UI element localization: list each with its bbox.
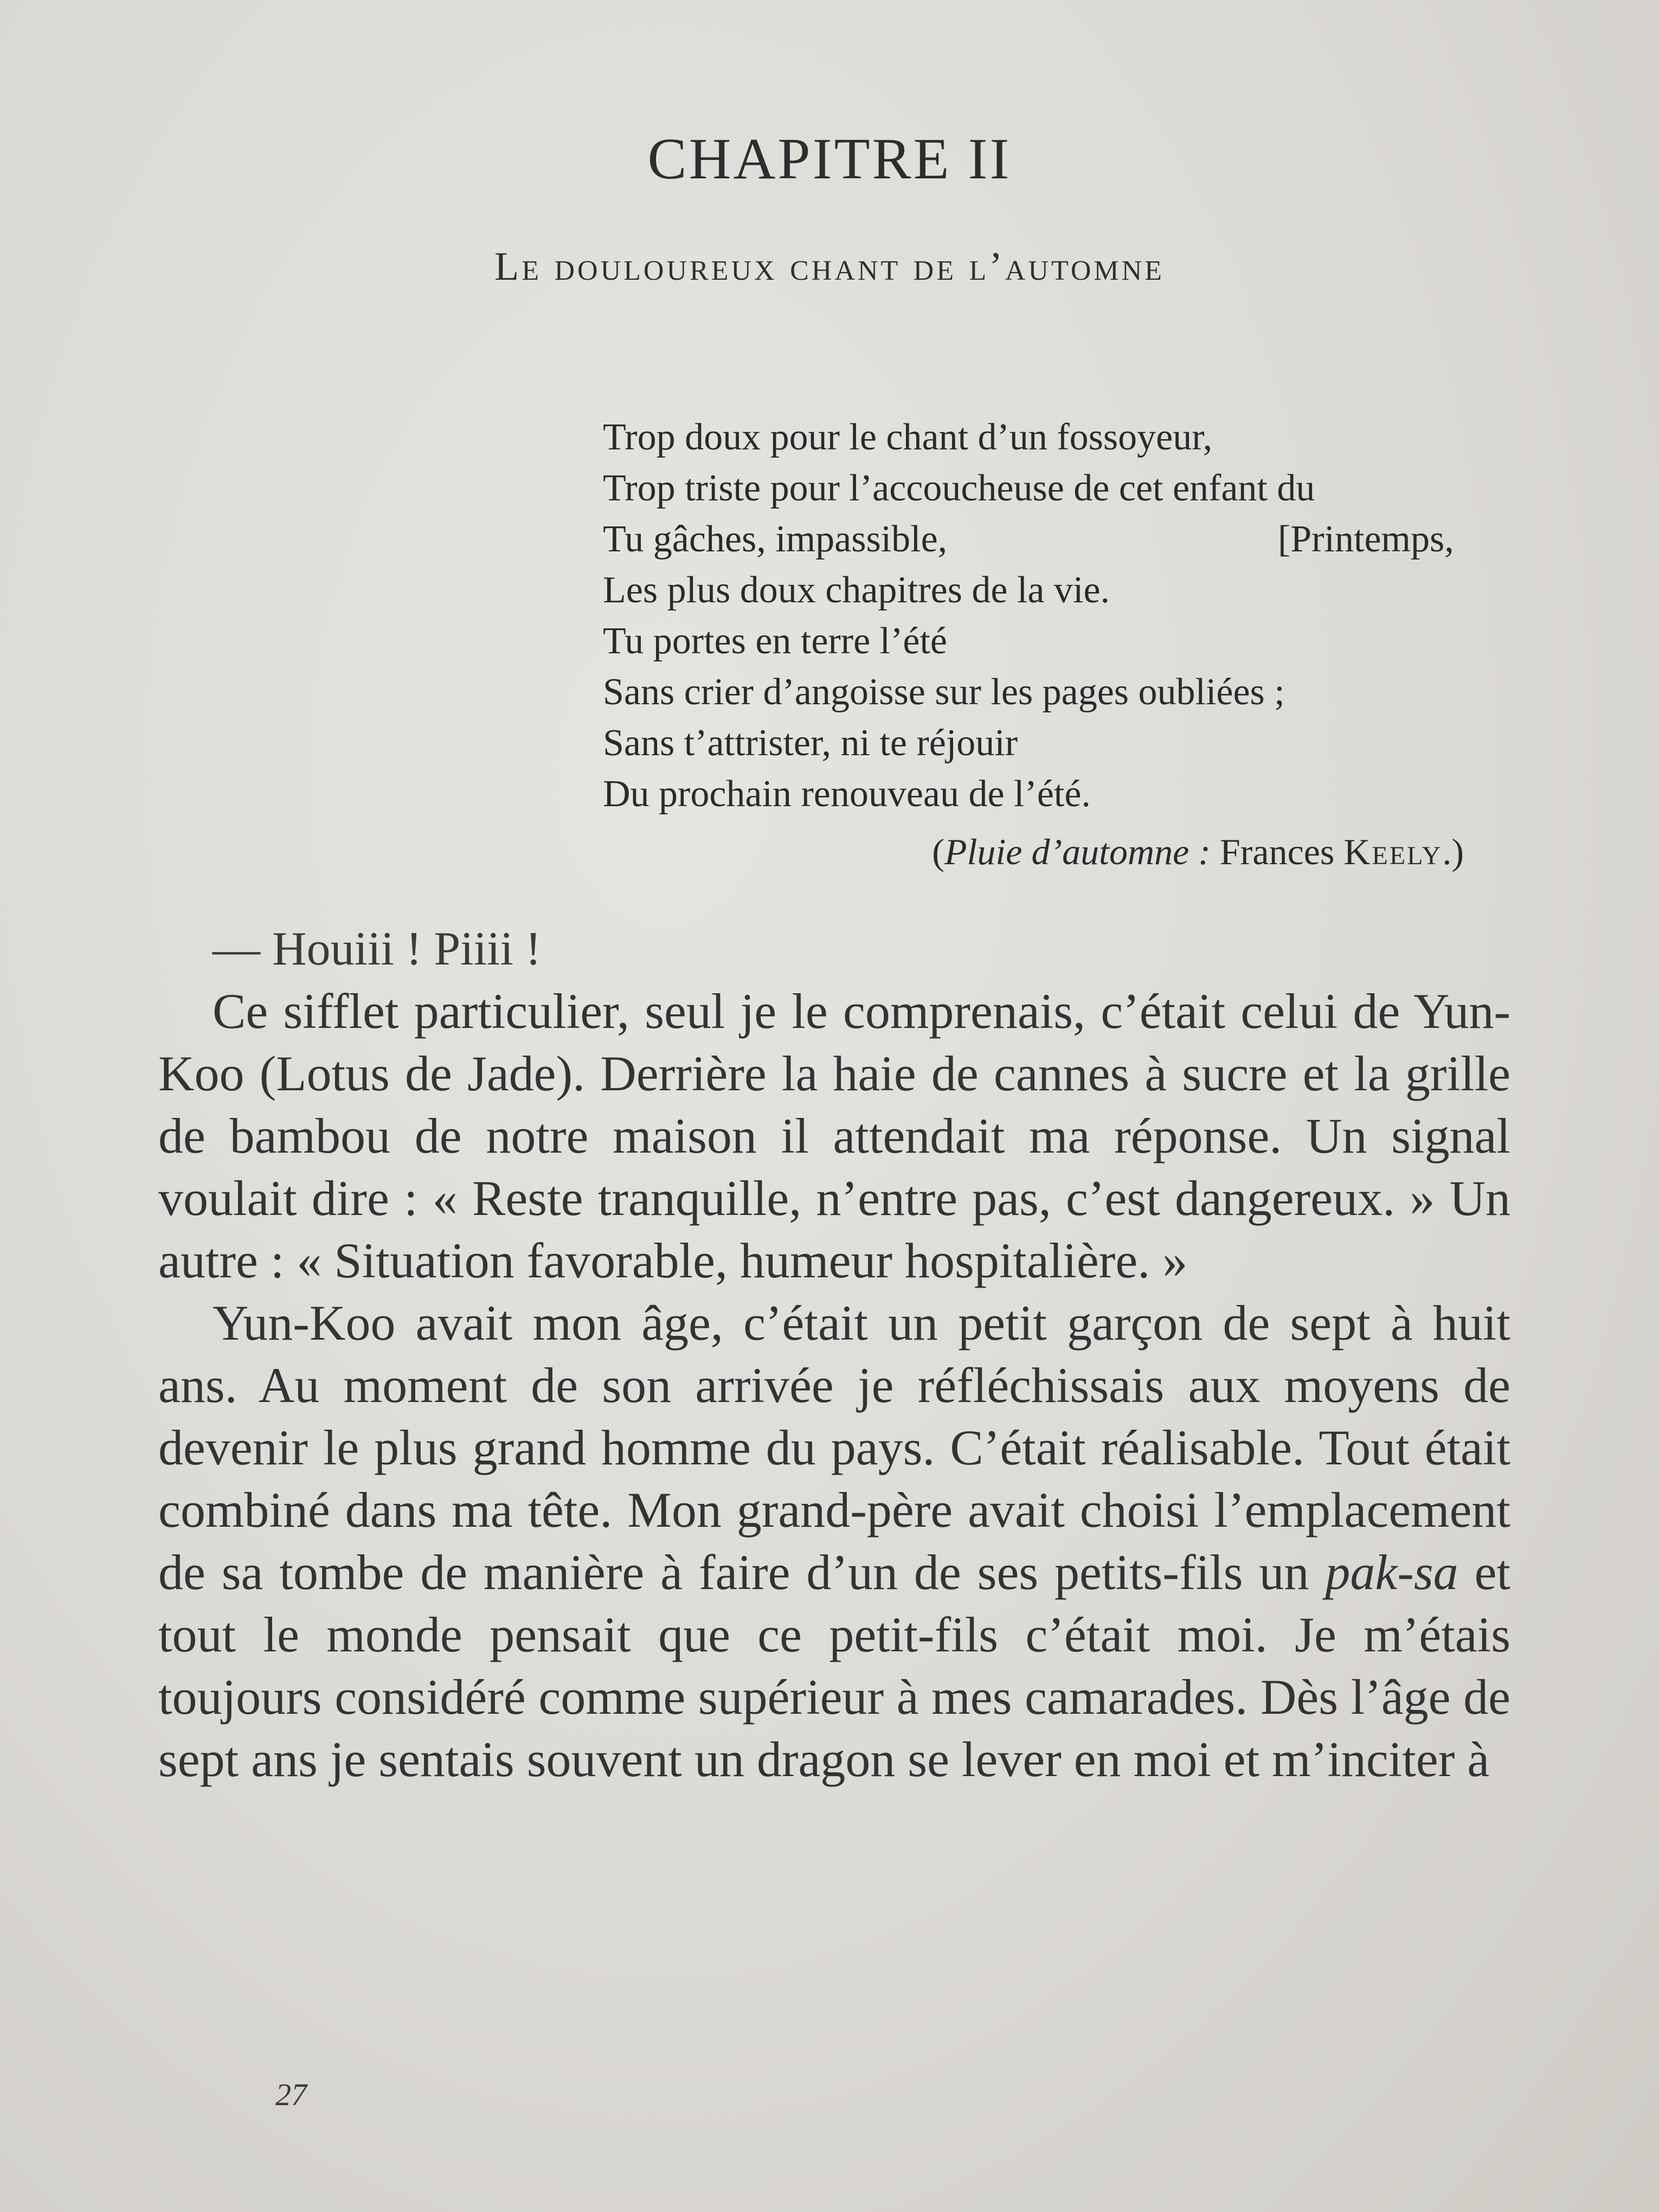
epigraph-line-text: Tu gâches, impassible, [603,518,948,560]
credit-work-title: Pluie d’automne : [944,831,1211,872]
credit-author-first: Frances [1219,831,1335,872]
credit-author-last: Keely [1343,831,1443,872]
epigraph-line: Les plus doux chapitres de la vie. [603,569,1110,611]
epigraph [603,412,1525,820]
paragraph: Ce sifflet particulier, seul je le comprenais, c’était celui de Yun-Koo (Lotus de Jade). Derrière la haie de cannes à sucre et la grille de bambou de notre maison il attendait ma réponse. Un signal voulait dire : « Reste tranquille, n’entre pas, c’est dangereux. » Un autre : « Situation favorable, humeur hospitalière. » [158,983,1510,1288]
epigraph-line: Sans crier d’angoisse sur les pages oubliées ; [603,671,1285,713]
epigraph-line: Sans t’attrister, ni te réjouir [603,722,1018,764]
epigraph-line: Trop triste pour l’accoucheuse de cet enfant du [603,467,1315,509]
paragraph-text: et tout le monde pensait que ce petit-fils c’était moi. Je m’étais toujours considéré comme supérieur à mes camarades. Dès l’âge de sept ans je sentais souvent un dragon se lever en moi et m’inciter à [158,1545,1511,1787]
epigraph-line-3 [603,514,1525,565]
chapter-number: CHAPITRE II [647,127,1012,191]
epigraph-line: Trop doux pour le chant d’un fossoyeur, [603,416,1213,458]
body-text [158,980,1510,1791]
epigraph-line-overflow: [Printemps, [1278,518,1454,560]
dialogue-line: — Houiii ! Piiii ! [213,923,542,975]
credit-close-paren: .) [1442,831,1464,872]
paragraph [158,1292,1510,1791]
credit-open-paren: ( [932,831,944,872]
italic-term: pak-sa [1325,1545,1458,1600]
epigraph-line: Du prochain renouveau de l’été. [603,773,1091,815]
epigraph-credit [932,831,1464,873]
paragraph-text: Yun-Koo avait mon âge, c’était un petit garçon de sept à huit ans. Au moment de son arrivée je réfléchissais aux moyens de devenir le plus grand homme du pays. C’était réalisable. Tout était combiné dans ma tête. Mon grand-père avait choisi l’emplacement de sa tombe de manière à faire d’un de ses petits-fils un [158,1295,1510,1600]
epigraph-line: Tu portes en terre l’été [603,620,947,662]
chapter-title: Le douloureux chant de l’automne [494,245,1165,289]
page-number: 27 [275,2077,307,2112]
